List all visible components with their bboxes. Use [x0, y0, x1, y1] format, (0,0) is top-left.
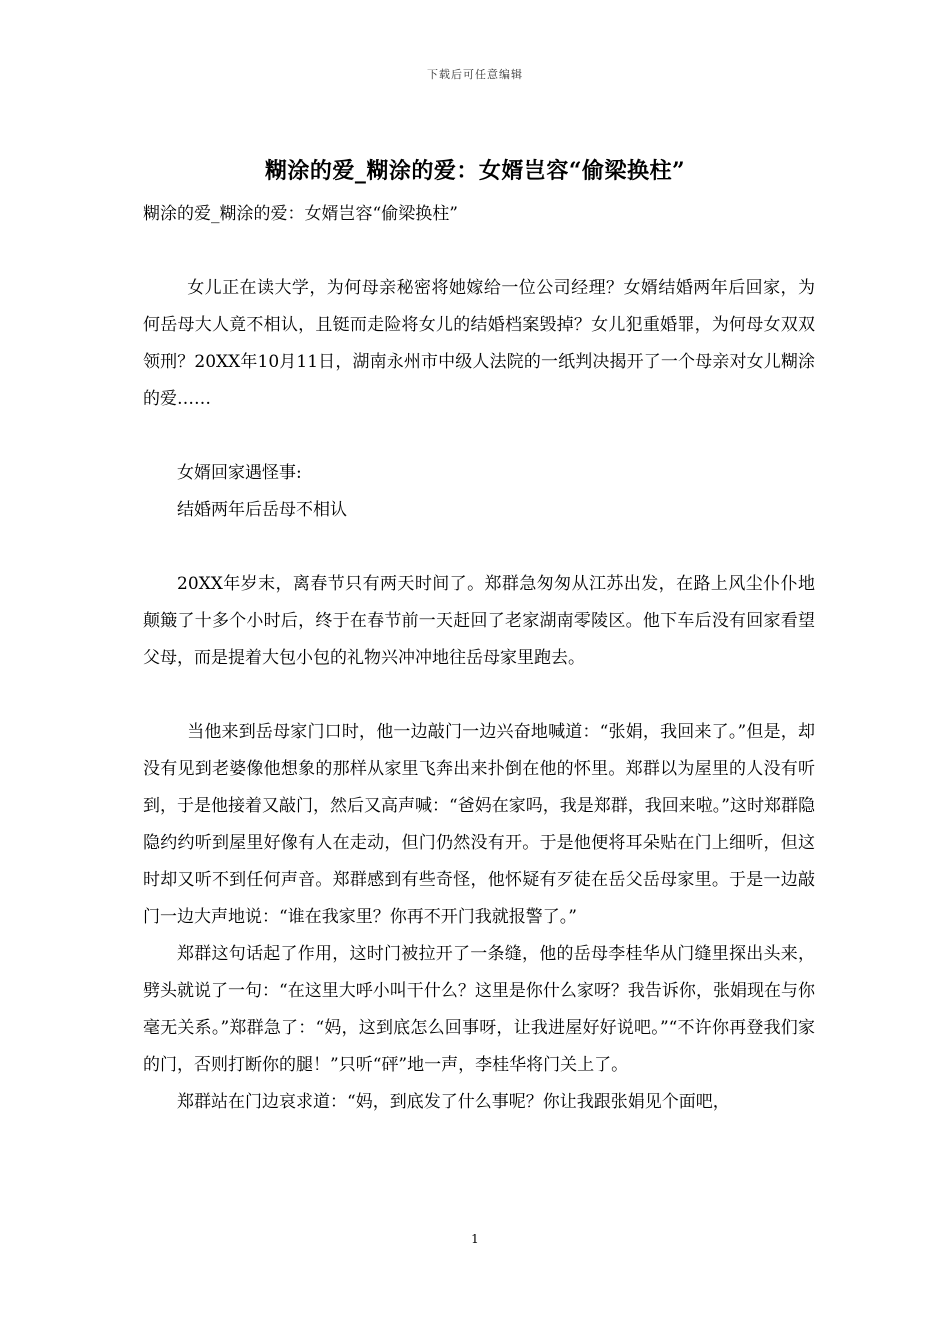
page-number: 1	[471, 1232, 479, 1246]
subtitle-line: 糊涂的爱_糊涂的爱：女婿岂容“偷梁换柱”	[143, 204, 458, 224]
paragraph-5: 郑群站在门边哀求道：“妈，到底发了什么事呢？你让我跟张娟见个面吧，	[177, 1092, 730, 1112]
section-heading-2: 结婚两年后岳母不相认	[177, 500, 347, 520]
blank-line	[143, 529, 815, 566]
paragraph-3: 当他来到岳母家门口时，他一边敲门一边兴奋地喊道：“张娟，我回来了。”但是，却没有见到老婆像他想象的那样从家里飞奔出来扑倒在他的怀里。郑群以为屋里的人没有听到，于是他接着又敲门，然后又高声喊：“爸妈在家吗，我是郑群，我回来啦。”这时郑群隐隐约约听到屋里好像有人在走动，但门仍然没有开。于是他便将耳朵贴在门上细听，但这时却又听不到任何声音。郑群感到有些奇怪，他怀疑有歹徒在岳父岳母家里。于是一边敲门一边大声地说：“谁在我家里？你再不开门我就报警了。”	[143, 722, 815, 927]
section-heading-1: 女婿回家遇怪事:	[177, 463, 302, 483]
paragraph-intro: 女儿正在读大学，为何母亲秘密将她嫁给一位公司经理？女婿结婚两年后回家，为何岳母大人竟不相认，且铤而走险将女儿的结婚档案毁掉？女儿犯重婚罪，为何母女双双领刑？20XX年10月11日，湖南永州市中级人法院的一纸判决揭开了一个母亲对女儿糊涂的爱……	[143, 278, 815, 409]
blank-line	[143, 233, 815, 270]
header-note: 下载后可任意编辑	[427, 68, 523, 81]
document-title: 糊涂的爱_糊涂的爱：女婿岂容“偷梁换柱”	[264, 158, 686, 184]
blank-line	[143, 418, 815, 455]
blank-line	[143, 677, 815, 714]
paragraph-4: 郑群这句话起了作用，这时门被拉开了一条缝，他的岳母李桂华从门缝里探出头来，劈头就说了一句：“在这里大呼小叫干什么？这里是你什么家呀？我告诉你，张娟现在与你毫无关系。”郑群急了：“妈，这到底怎么回事呀，让我进屋好好说吧。”“不许你再登我们家的门，否则打断你的腿！”只听“砰”地一声，李桂华将门关上了。	[143, 944, 815, 1075]
document-body	[143, 196, 815, 1121]
paragraph-2: 20XX年岁末，离春节只有两天时间了。郑群急匆匆从江苏出发，在路上风尘仆仆地颠簸了十多个小时后，终于在春节前一天赶回了老家湖南零陵区。他下车后没有回家看望父母，而是提着大包小包的礼物兴冲冲地往岳母家里跑去。	[143, 574, 815, 668]
